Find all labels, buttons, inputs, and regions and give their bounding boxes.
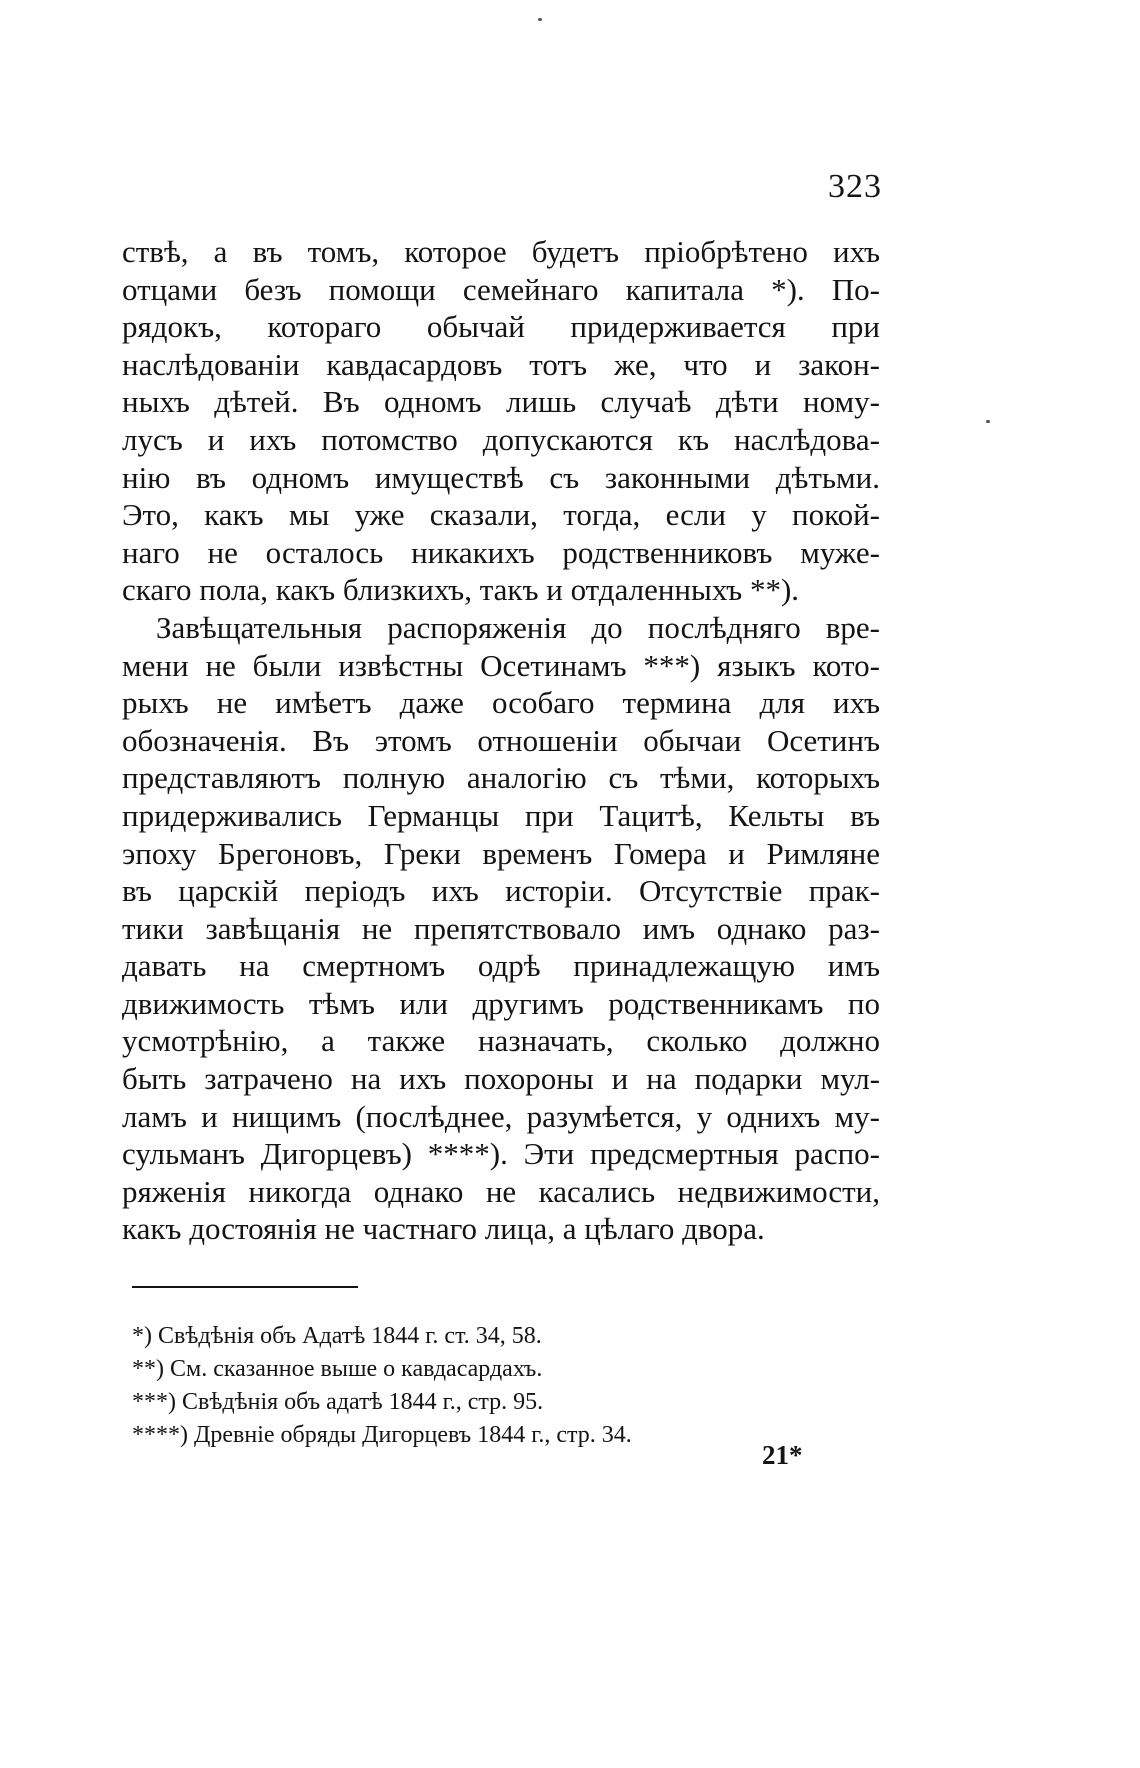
text-line: скаго пола, какъ близкихъ, такъ и отдаленныхъ **). <box>122 572 800 608</box>
text-line: лусъ и ихъ потомство допускаются къ наслѣдова- <box>122 421 880 457</box>
text-line: Это, какъ мы уже сказали, тогда, если у покой- <box>122 497 880 533</box>
text-line: ныхъ дѣтей. Въ одномъ лишь случаѣ дѣти номy- <box>122 384 880 420</box>
text-line: тики завѣщанія не препятствовало имъ однако раз- <box>122 910 880 946</box>
text-line: ствѣ, а въ томъ, которое будетъ пріобрѣтено ихъ <box>122 234 880 269</box>
text-line: отцами безъ помощи семейнаго капитала *). По- <box>122 271 880 307</box>
text-line: мени не были извѣстны Осетинамъ ***) языкъ кото- <box>122 647 880 683</box>
text-line: рядокъ, котораго обычай придерживается при <box>122 309 880 345</box>
text-line: придерживались Германцы при Тацитѣ, Кельты въ <box>122 797 880 833</box>
text-line: ламъ и нищимъ (послѣднее, разумѣется, у однихъ му- <box>122 1098 880 1134</box>
text-line: сульманъ Дигорцевъ) ****). Эти предсмертныя распо- <box>122 1136 880 1172</box>
printer-signature-mark: 21* <box>762 1440 803 1470</box>
text-line: движимость тѣмъ или другимъ родственникамъ по <box>122 985 880 1021</box>
text-line: наслѣдованіи кавдасардовъ тотъ же, что и закон- <box>122 346 880 382</box>
text-line: рыхъ не имѣетъ даже особаго термина для ихъ <box>122 685 880 721</box>
text-line: какъ достоянія не частнаго лица, а цѣлаго двора. <box>122 1211 765 1247</box>
footnote: ***) Свѣдѣнія объ адатѣ 1844 г., стр. 95. <box>132 1389 544 1415</box>
scan-speck <box>538 18 542 21</box>
footnote: ****) Древніе обряды Дигорцевъ 1844 г., стр. 34. <box>132 1422 632 1448</box>
text-line: эпоху Брегоновъ, Греки временъ Гомера и Римляне <box>122 835 880 871</box>
page-number: 323 <box>828 168 882 205</box>
footnote: **) См. сказанное выше о кавдасардахъ. <box>132 1356 543 1382</box>
text-line: давать на смертномъ одрѣ принадлежащую имъ <box>122 948 880 984</box>
text-line: обозначенія. Въ этомъ отношеніи обычаи Осетинъ <box>122 722 880 758</box>
scan-speck <box>986 420 990 423</box>
footnotes <box>132 1320 832 1452</box>
paragraph-start-line: Завѣщательныя распоряженія до послѣдняго вре- <box>156 609 880 645</box>
text-line: нію въ одномъ имуществѣ съ законными дѣтьми. <box>122 459 880 495</box>
footnote: *) Свѣдѣнія объ Адатѣ 1844 г. ст. 34, 58. <box>132 1323 542 1349</box>
text-line: ряженія никогда однако не касались недвижимости, <box>122 1173 880 1209</box>
text-line: въ царскій періодъ ихъ исторіи. Отсутствіе прак- <box>122 873 880 909</box>
text-line: усмотрѣнію, а также назначать, сколько должно <box>122 1023 880 1059</box>
text-line: наго не осталось никакихъ родственниковъ муже- <box>122 534 880 570</box>
text-line: быть затрачено на ихъ похороны и на подарки мул- <box>122 1061 880 1097</box>
body-text <box>122 233 880 1248</box>
footnote-divider <box>132 1286 358 1288</box>
text-line: представляютъ полную аналогію съ тѣми, которыхъ <box>122 760 880 796</box>
